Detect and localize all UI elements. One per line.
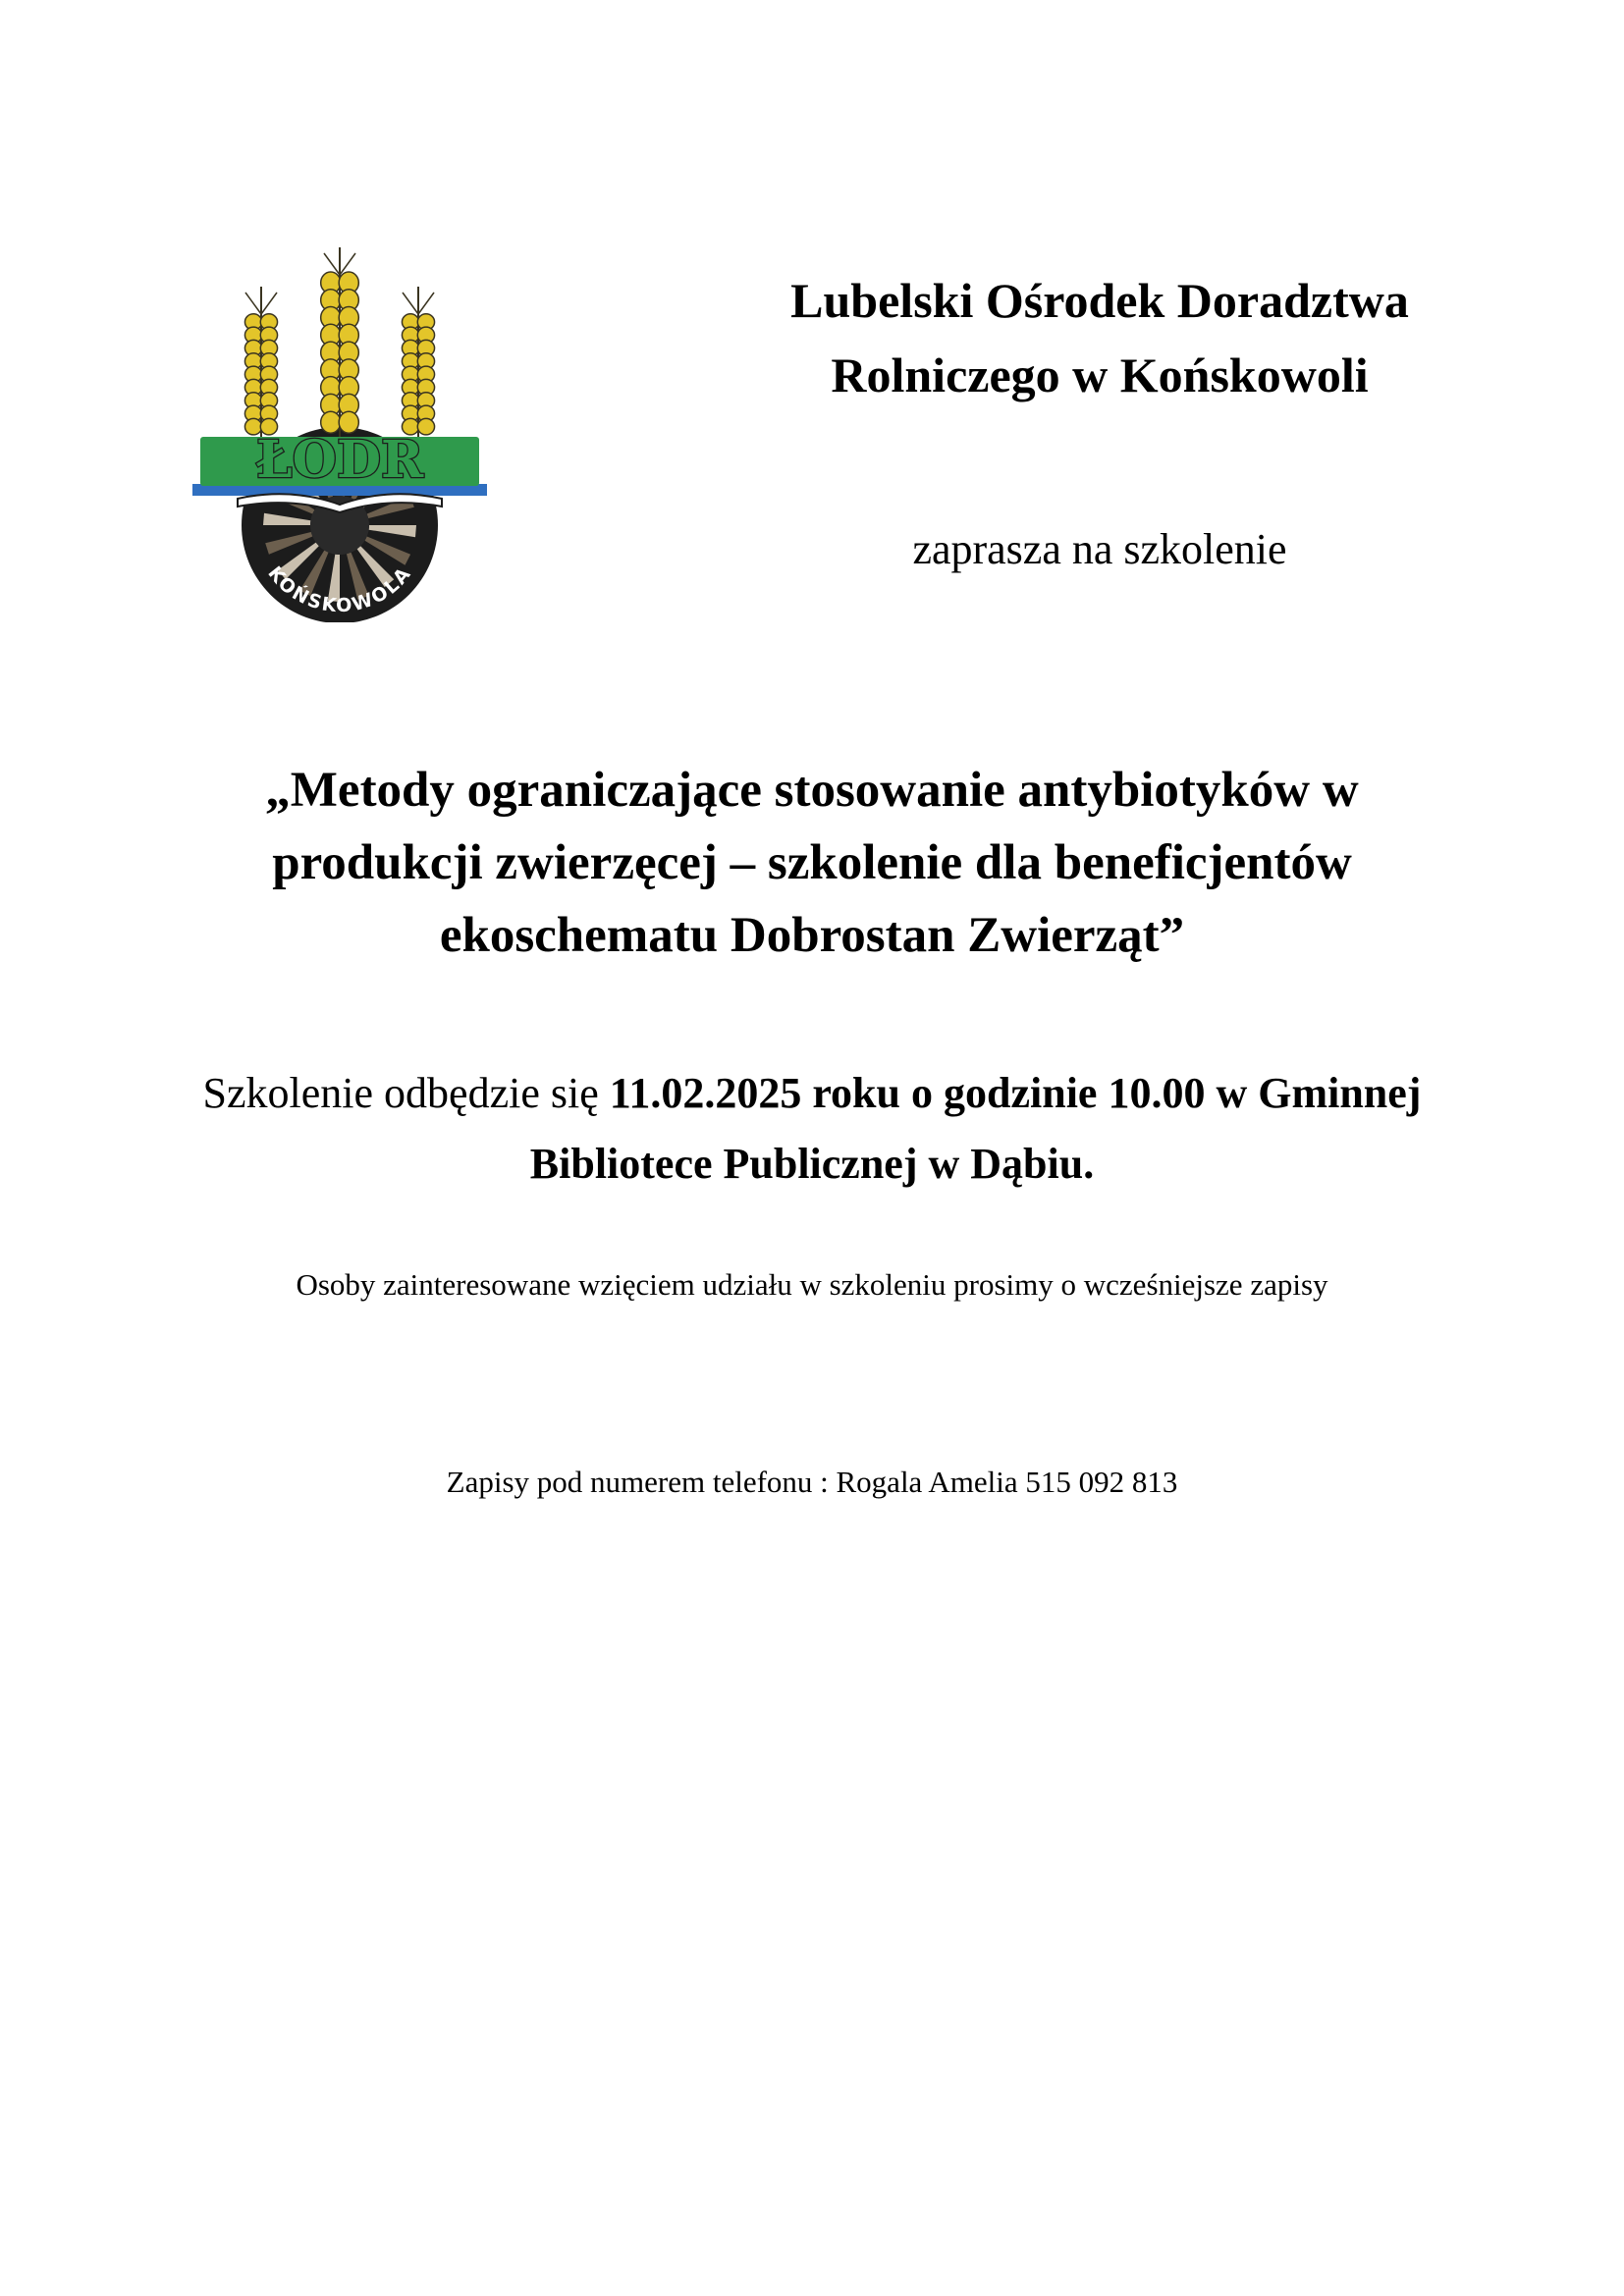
registration-contact: Zapisy pod numerem telefonu : Rogala Amelia 515 092 813 bbox=[446, 1465, 1178, 1499]
org-name-line-1: Lubelski Ośrodek Doradztwa bbox=[790, 273, 1409, 328]
training-date-time: 11.02.2025 roku o godzinie 10.00 w Gminnej bbox=[609, 1069, 1422, 1117]
org-name-line-2: Rolniczego w Końskowoli bbox=[831, 347, 1369, 402]
invitation-text: zaprasza na szkolenie bbox=[912, 525, 1287, 573]
title-line-3: ekoschematu Dobrostan Zwierząt” bbox=[439, 908, 1185, 963]
training-details bbox=[137, 1058, 1487, 1200]
details-line-1 bbox=[137, 1058, 1487, 1129]
wheat-ear bbox=[244, 287, 277, 442]
training-title bbox=[137, 754, 1487, 972]
wheat-ear bbox=[321, 247, 359, 442]
wheat-ears-icon bbox=[244, 247, 434, 442]
training-venue: Bibliotece Publicznej w Dąbiu. bbox=[529, 1140, 1095, 1188]
lodr-logo bbox=[192, 245, 487, 622]
details-intro: Szkolenie odbędzie się bbox=[202, 1069, 610, 1117]
title-line-1: „Metody ograniczające stosowanie antybiotyków w bbox=[265, 763, 1359, 818]
logo-lodr-text: ŁODR bbox=[255, 430, 424, 490]
registration-note: Osoby zainteresowane wzięciem udziału w szkoleniu prosimy o wcześniejsze zapisy bbox=[296, 1267, 1328, 1302]
wheat-ear bbox=[402, 287, 434, 442]
title-line-2: produkcji zwierzęcej – szkolenie dla beneficjentów bbox=[272, 835, 1352, 890]
organization-name bbox=[677, 263, 1522, 412]
logo-ring-text: KOŃSKOWOLA bbox=[263, 562, 416, 617]
